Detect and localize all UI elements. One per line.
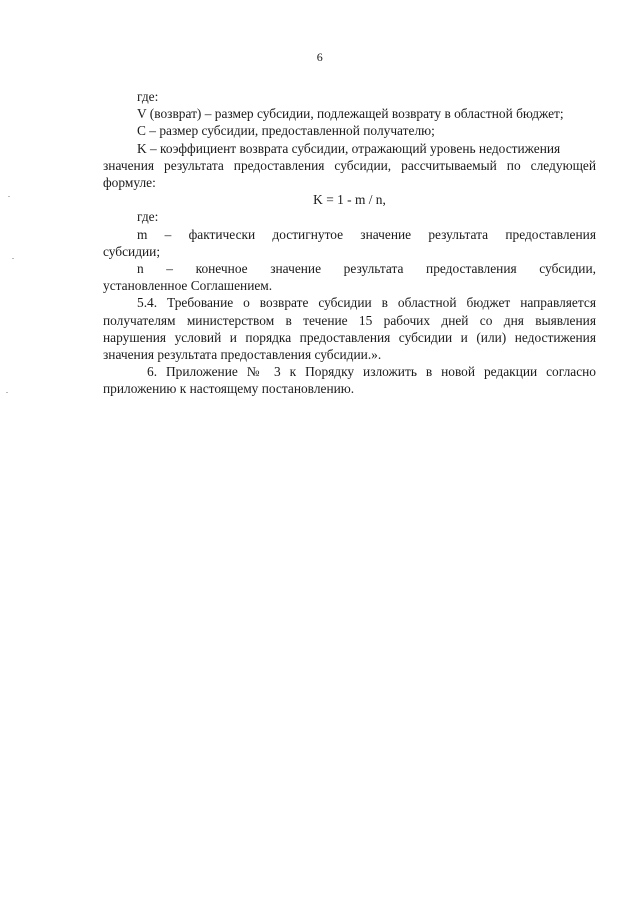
text-line: приложению к настоящему постановлению. bbox=[103, 381, 355, 397]
text-line: где: bbox=[137, 209, 159, 225]
scan-artifact bbox=[12, 258, 14, 259]
text-line: С – размер субсидии, предоставленной получателю; bbox=[137, 123, 435, 139]
document-body bbox=[103, 88, 596, 398]
text-line: V (возврат) – размер субсидии, подлежащей возврату в областной бюджет; bbox=[137, 106, 564, 122]
text-line: субсидии; bbox=[103, 243, 161, 259]
text-line: нарушения условий и порядка предоставления субсидии и (или) недостижения bbox=[103, 329, 596, 345]
text-line: получателям министерством в течение 15 рабочих дней со дня выявления bbox=[103, 312, 596, 328]
scan-artifact bbox=[8, 196, 10, 197]
scan-artifact bbox=[6, 392, 8, 393]
text-line: 5.4. Требование о возврате субсидии в областной бюджет направляется bbox=[137, 295, 596, 311]
text-line: формуле: bbox=[103, 175, 156, 191]
text-line: n – конечное значение результата предоставления субсидии, bbox=[137, 261, 596, 277]
text-line: K – коэффициент возврата субсидии, отражающий уровень недостижения bbox=[137, 140, 561, 156]
text-line: 6. Приложение № 3 к Порядку изложить в новой редакции согласно bbox=[147, 364, 596, 380]
text-line: где: bbox=[137, 89, 159, 104]
text-line: значения результата предоставления субсидии.». bbox=[103, 347, 382, 363]
text-line: значения результата предоставления субсидии, рассчитываемый по следующей bbox=[103, 157, 596, 173]
text-line: m – фактически достигнутое значение результата предоставления bbox=[137, 226, 596, 242]
text-line: установленное Соглашением. bbox=[103, 278, 273, 294]
page-number: 6 bbox=[316, 50, 324, 64]
formula: K = 1 - m / n, bbox=[313, 192, 386, 208]
